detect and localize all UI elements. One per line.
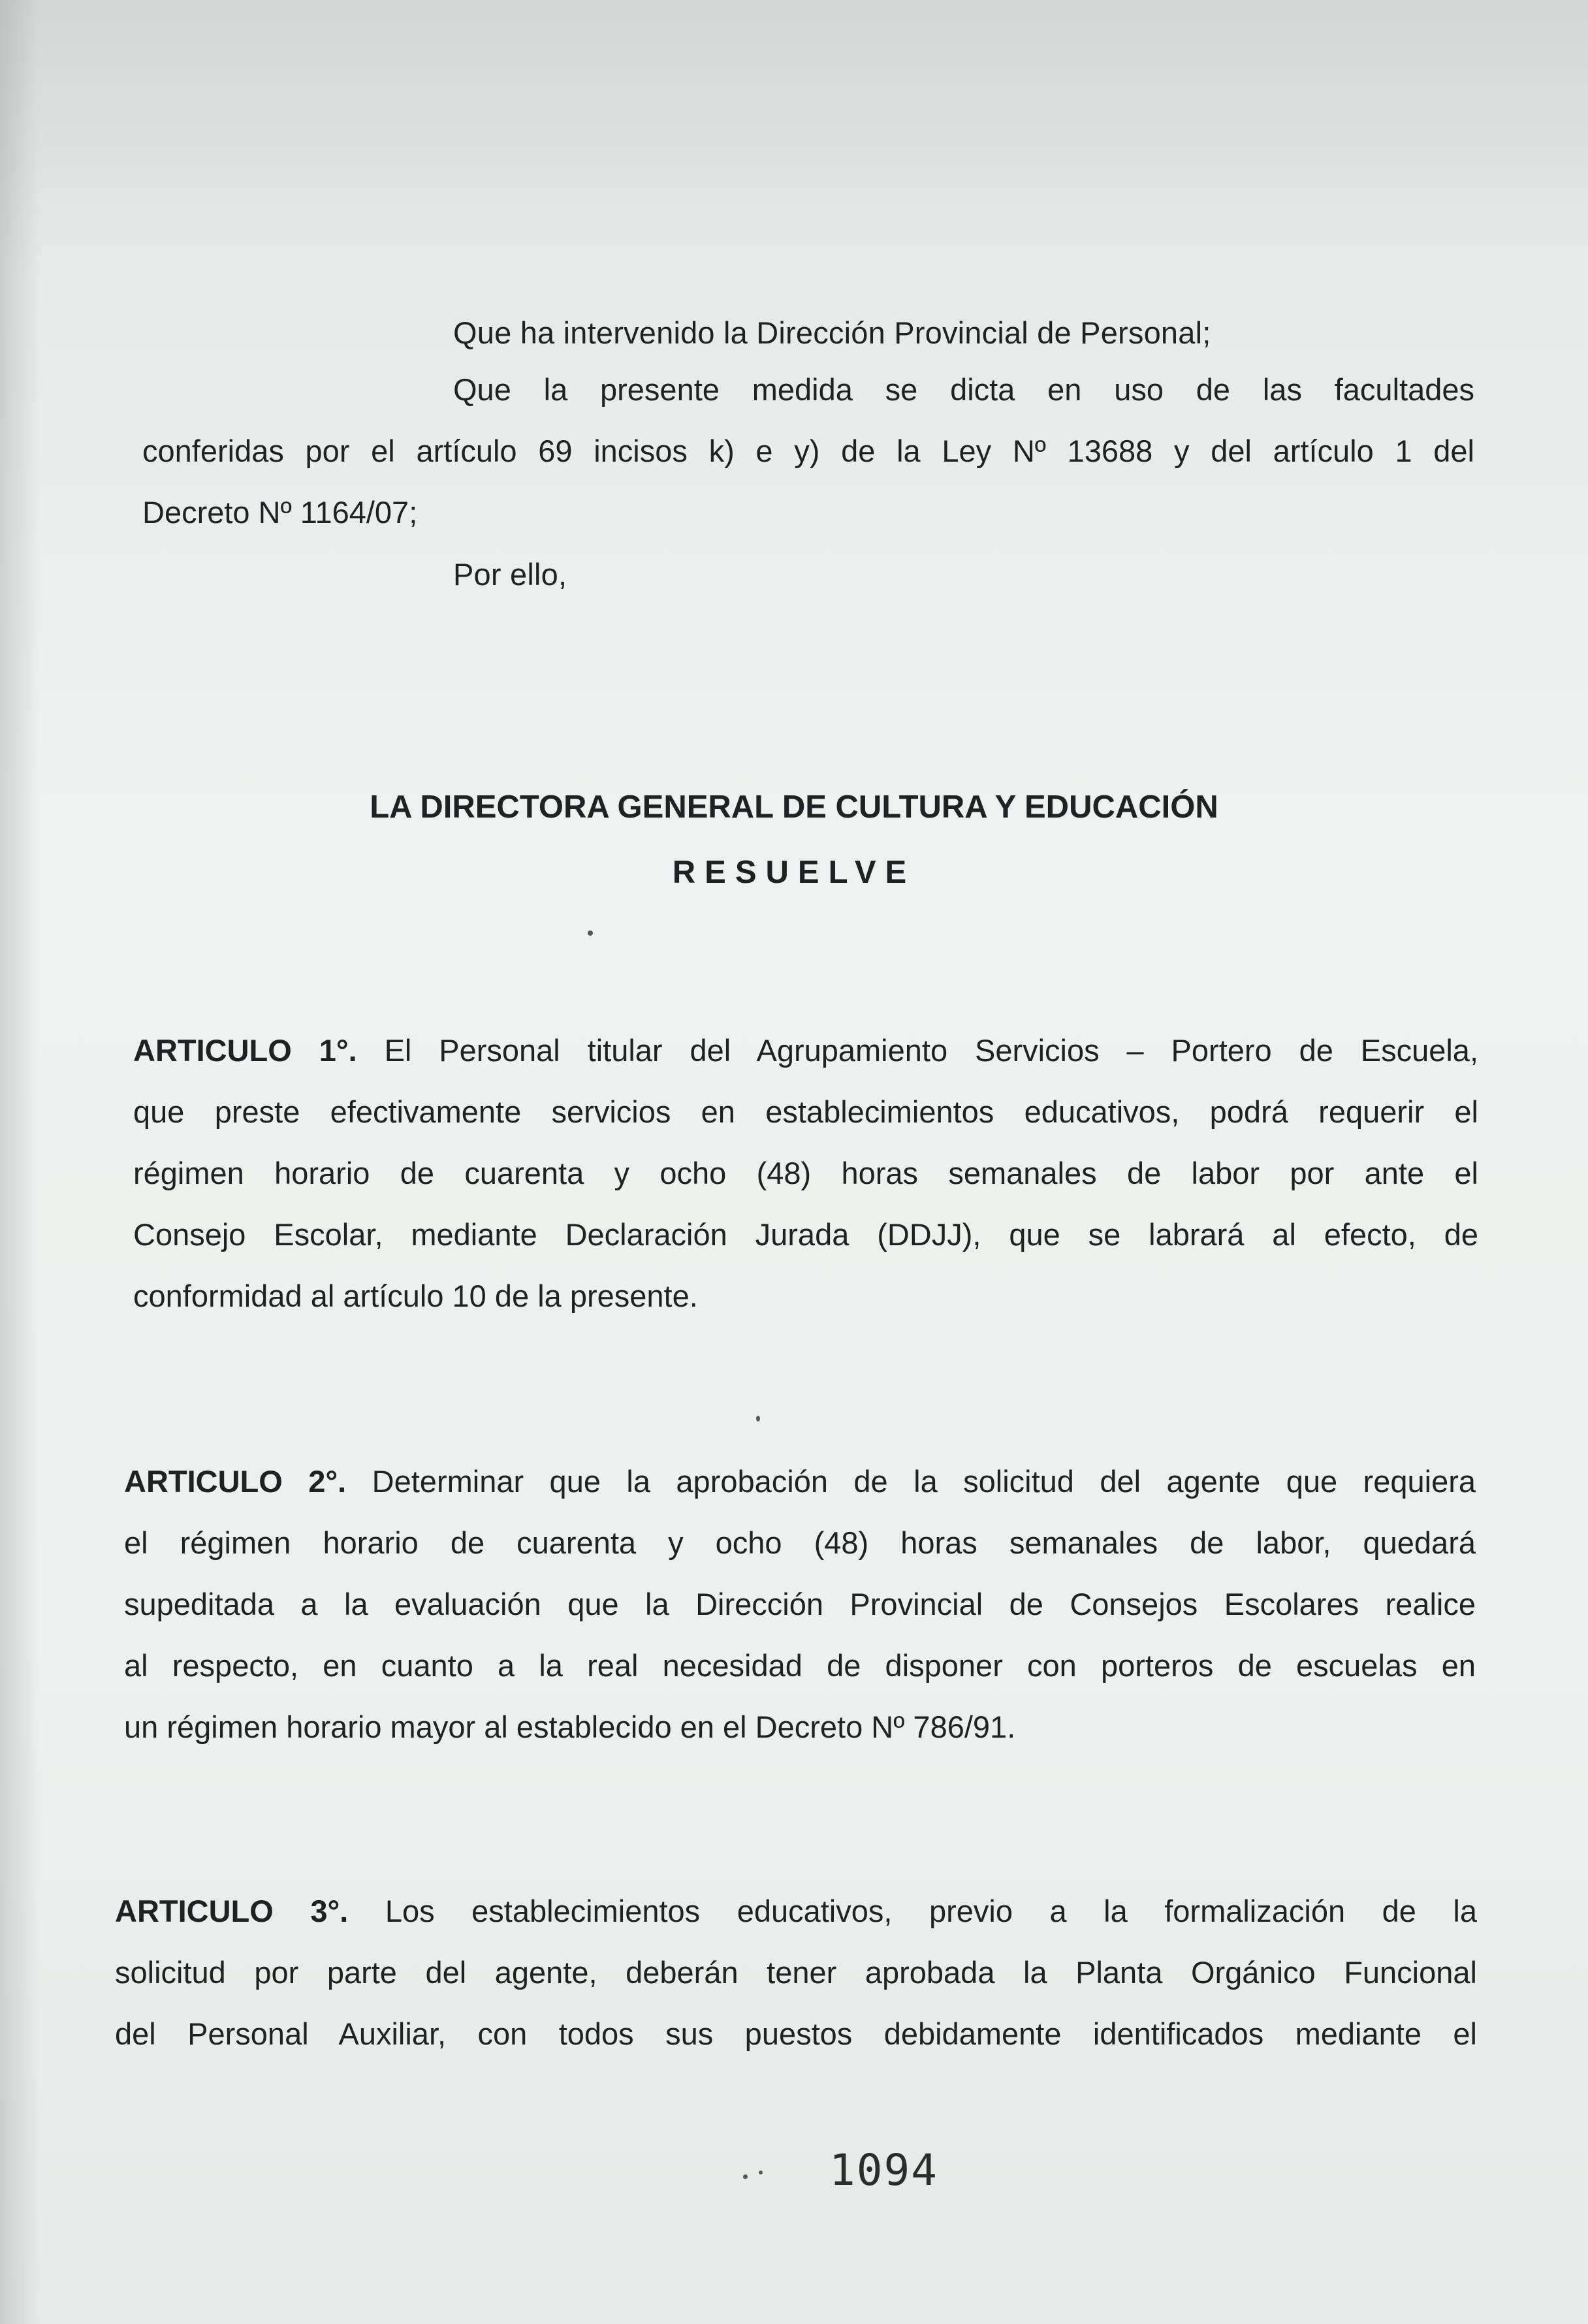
page-number-stamp: 1094 — [829, 2145, 938, 2195]
intro-para2-line-2: conferidas por el artículo 69 incisos k) e y) de la Ley Nº 13688 y del artículo 1 del — [142, 434, 1474, 468]
article-1-label: ARTICULO 1°. — [133, 1033, 357, 1068]
article-1-line-5: conformidad al artículo 10 de la presente. — [133, 1279, 698, 1313]
article-2-line-3: supeditada a la evaluación que la Dirección Provincial de Consejos Escolares realice — [124, 1587, 1476, 1621]
intro-para2-line-1: Que la presente medida se dicta en uso de las facultades — [453, 372, 1474, 407]
intro-por-ello: Por ello, — [453, 557, 567, 592]
article-2-label: ARTICULO 2°. — [124, 1464, 347, 1499]
article-3-text-1: Los establecimientos educativos, previo a la formalización de la — [385, 1894, 1477, 1928]
article-1-text-1: El Personal titular del Agrupamiento Servicios – Portero de Escuela, — [384, 1033, 1478, 1068]
article-2-line-4: al respecto, en cuanto a la real necesidad de disponer con porteros de escuelas en — [124, 1648, 1476, 1683]
page-shadow-top — [0, 0, 1588, 274]
article-2 — [124, 1451, 1476, 1758]
intro-para2-line-3: Decreto Nº 1164/07; — [142, 495, 418, 530]
article-1-line-3: régimen horario de cuarenta y ocho (48) horas semanales de labor por ante el — [133, 1156, 1478, 1190]
article-2-line-2: el régimen horario de cuarenta y ocho (48) horas semanales de labor, quedará — [124, 1525, 1476, 1560]
stamp-dot-2 — [759, 2171, 763, 2174]
article-1 — [133, 1020, 1478, 1327]
authority-heading: LA DIRECTORA GENERAL DE CULTURA Y EDUCACIÓN — [370, 789, 1218, 825]
article-3 — [115, 1881, 1477, 2065]
intro-paragraph-facultades — [142, 359, 1474, 543]
article-3-line-2: solicitud por parte del agente, deberán tener aprobada la Planta Orgánico Funcional — [115, 1955, 1477, 1990]
article-1-line-4: Consejo Escolar, mediante Declaración Jurada (DDJJ), que se labrará al efecto, de — [133, 1217, 1478, 1252]
article-3-line-1 — [115, 1881, 1477, 1942]
article-2-line-5: un régimen horario mayor al establecido en el Decreto Nº 786/91. — [124, 1710, 1016, 1744]
stamp-dot — [743, 2174, 748, 2179]
article-3-label: ARTICULO 3°. — [115, 1894, 349, 1928]
article-2-text-1: Determinar que la aprobación de la solicitud del agente que requiera — [372, 1464, 1476, 1499]
resuelve-heading: RESUELVE — [672, 855, 916, 890]
speck-mark-2 — [756, 1416, 760, 1422]
article-3-line-3: del Personal Auxiliar, con todos sus puestos debidamente identificados mediante el — [115, 2016, 1477, 2051]
article-2-line-1 — [124, 1451, 1476, 1512]
article-1-line-2: que preste efectivamente servicios en establecimientos educativos, podrá requerir el — [133, 1094, 1478, 1129]
intro-line-personal: Que ha intervenido la Dirección Provincial de Personal; — [453, 315, 1211, 350]
page-shadow-left — [0, 0, 39, 2324]
speck-mark — [588, 931, 593, 936]
article-1-line-1 — [133, 1020, 1478, 1081]
